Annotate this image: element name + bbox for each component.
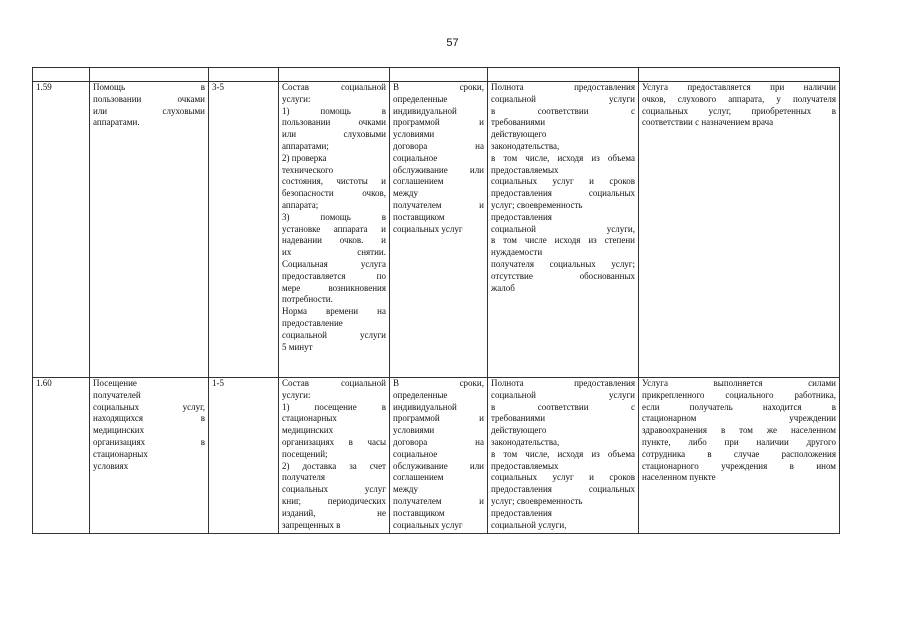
cell-text-line: находящихся в bbox=[93, 413, 205, 424]
cell-text-line: социальных услуг и сроков bbox=[491, 472, 635, 483]
cell-text-line: требованиями bbox=[491, 413, 546, 424]
service-content-cell bbox=[279, 82, 390, 378]
cell-text-line: предоставление bbox=[282, 317, 343, 328]
cell-text-line: поставщиком bbox=[393, 507, 445, 518]
service-quality-cell bbox=[488, 378, 639, 534]
table-row bbox=[33, 378, 840, 534]
cell-text-line: соглашением bbox=[393, 176, 444, 187]
cell-text-line: действующего bbox=[491, 129, 547, 140]
cell-text-line: очков, слухового аппарата, у получателя bbox=[642, 93, 836, 104]
cell-text-line: социальной услуги, bbox=[491, 519, 567, 530]
cell-text-line: аппаратами; bbox=[282, 140, 329, 151]
cell-text-line: медицинских bbox=[282, 425, 334, 436]
cell-text-line: программой и bbox=[393, 117, 484, 128]
cell-text-line: требованиями bbox=[491, 117, 546, 128]
cell-text-line: социальных услуг bbox=[393, 223, 463, 234]
cell-text-line: получателей bbox=[93, 389, 141, 400]
cell-text-line: Полнота предоставления bbox=[491, 82, 635, 92]
cell-text-line: определенные bbox=[393, 93, 448, 104]
cell-text-line: между bbox=[393, 188, 418, 199]
cell-text-line: предоставления bbox=[491, 211, 552, 222]
cell-text-line: предоставления социальных bbox=[491, 484, 635, 495]
cell-text-line: организациях в часы bbox=[282, 436, 386, 447]
service-name-cell bbox=[90, 378, 209, 534]
service-content-cell bbox=[279, 378, 390, 534]
cell-text-line: услуг; своевременность bbox=[491, 199, 583, 210]
cell-text-line: изданий, не bbox=[282, 507, 386, 518]
cell-text-line: состояния, чистоты и bbox=[282, 176, 386, 187]
cell-text-line: в том числе исходя из степени bbox=[491, 235, 635, 246]
cell-text-line: предоставляемых bbox=[491, 164, 559, 175]
service-code-cell bbox=[209, 378, 279, 534]
cell-text-line: жалоб bbox=[491, 282, 515, 293]
cell-text-line: услуги: bbox=[282, 389, 311, 400]
service-terms-cell bbox=[390, 82, 488, 378]
cell-text-line: социальное bbox=[393, 152, 438, 163]
cell-text-line: определенные bbox=[393, 389, 448, 400]
cell-text-line: Помощь в bbox=[93, 82, 205, 92]
cell-text-line: обслуживание или bbox=[393, 460, 484, 471]
cell-text-line: социальных услуг bbox=[282, 484, 386, 495]
cell-text-line: стационарных bbox=[282, 413, 337, 424]
cell-text-line: договора на bbox=[393, 436, 484, 447]
cell-text-line: в том числе, исходя из объема bbox=[491, 152, 635, 163]
cell-text-line: предоставления bbox=[491, 507, 552, 518]
cell-text-line: 2) проверка bbox=[282, 152, 327, 163]
cell-text-line: медицинских bbox=[93, 425, 145, 436]
cell-text-line: в соответствии с bbox=[491, 401, 635, 412]
service-code: 1-5 bbox=[212, 378, 224, 388]
cell-text-line: между bbox=[393, 484, 418, 495]
cell-text-line: Социальная услуга bbox=[282, 258, 386, 269]
cell-text-line: соответствии с назначением врача bbox=[642, 117, 774, 128]
cell-text-line: предоставляется по bbox=[282, 270, 386, 281]
cell-text-line: мере возникновения bbox=[282, 282, 386, 293]
cell-text-line: аппарата; bbox=[282, 199, 319, 210]
cell-text-line: если получатель находится в bbox=[642, 401, 836, 412]
cell-text-line: 5 минут bbox=[282, 341, 313, 352]
service-code-cell bbox=[209, 82, 279, 378]
service-code: 3-5 bbox=[212, 82, 224, 92]
row-number-cell bbox=[33, 82, 90, 378]
cell-text-line: стационарных bbox=[93, 448, 148, 459]
cell-text-line: надевании очков. и bbox=[282, 235, 386, 246]
cell-text-line: услуг; своевременность bbox=[491, 495, 583, 506]
cell-text-line: сотрудника в случае расположения bbox=[642, 448, 836, 459]
cell-text-line: аппаратами. bbox=[93, 117, 140, 128]
cell-text-line: 3) помощь в bbox=[282, 211, 386, 222]
cell-text-line: законодательства, bbox=[491, 140, 560, 151]
services-table bbox=[32, 67, 840, 534]
cell-text-line: индивидуальной bbox=[393, 105, 457, 116]
page-number: 57 bbox=[446, 37, 459, 49]
cell-text-line: Услуга выполняется силами bbox=[642, 378, 836, 388]
cell-text-line: книг, периодических bbox=[282, 495, 386, 506]
cell-text-line: условиями bbox=[393, 425, 435, 436]
cell-text-line: технического bbox=[282, 164, 334, 175]
cell-text-line: получателя социальных услуг; bbox=[491, 258, 635, 269]
cell-text-line: договора на bbox=[393, 140, 484, 151]
cell-text-line: или слуховыми bbox=[282, 129, 386, 140]
cell-text-line: потребности. bbox=[282, 294, 333, 305]
cell-text-line: Норма времени на bbox=[282, 306, 386, 317]
cell-text-line: поставщиком bbox=[393, 211, 445, 222]
cell-text-line: социальной услуги bbox=[491, 389, 635, 400]
cell-text-line: пункте, либо при наличии другого bbox=[642, 436, 836, 447]
cell-text-line: запрещенных в bbox=[282, 519, 341, 530]
row-number-cell bbox=[33, 378, 90, 534]
table-header-stub bbox=[33, 68, 840, 82]
cell-text-line: социальных услуг, bbox=[93, 401, 205, 412]
cell-text-line: предоставления социальных bbox=[491, 188, 635, 199]
cell-text-line: безопасности очков, bbox=[282, 188, 386, 199]
cell-text-line: прикрепленного социального работника, bbox=[642, 389, 836, 400]
cell-text-line: В сроки, bbox=[393, 378, 484, 388]
cell-text-line: 1) посещение в bbox=[282, 401, 386, 412]
cell-text-line: получателя bbox=[282, 472, 326, 483]
row-number: 1.60 bbox=[36, 378, 52, 388]
cell-text-line: пользовании очками bbox=[93, 93, 205, 104]
cell-text-line: Посещение bbox=[93, 378, 137, 388]
cell-text-line: установке аппарата и bbox=[282, 223, 386, 234]
cell-text-line: 2) доставка за счет bbox=[282, 460, 386, 471]
cell-text-line: законодательства, bbox=[491, 436, 560, 447]
cell-text-line: социальных услуг bbox=[393, 519, 463, 530]
cell-text-line: населенном пункте bbox=[642, 472, 716, 483]
service-quality-cell bbox=[488, 82, 639, 378]
cell-text-line: в соответствии с bbox=[491, 105, 635, 116]
cell-text-line: социальной услуги bbox=[282, 329, 386, 340]
row-number: 1.59 bbox=[36, 82, 52, 92]
cell-text-line: их снятии. bbox=[282, 247, 386, 258]
cell-text-line: здравоохранения в том же населенном bbox=[642, 425, 836, 436]
cell-text-line: 1) помощь в bbox=[282, 105, 386, 116]
cell-text-line: программой и bbox=[393, 413, 484, 424]
cell-text-line: Состав социальной bbox=[282, 82, 386, 92]
cell-text-line: социальной услуги bbox=[491, 93, 635, 104]
cell-text-line: Состав социальной bbox=[282, 378, 386, 388]
cell-text-line: условиях bbox=[93, 460, 129, 471]
table-row bbox=[33, 82, 840, 378]
cell-text-line: услуги: bbox=[282, 93, 311, 104]
cell-text-line: предоставляемых bbox=[491, 460, 559, 471]
service-conditions-cell bbox=[639, 82, 840, 378]
cell-text-line: Услуга предоставляется при наличии bbox=[642, 82, 836, 92]
cell-text-line: индивидуальной bbox=[393, 401, 457, 412]
cell-text-line: социальных услуг и сроков bbox=[491, 176, 635, 187]
cell-text-line: обслуживание или bbox=[393, 164, 484, 175]
cell-text-line: посещений; bbox=[282, 448, 328, 459]
cell-text-line: стационарного учреждения в ином bbox=[642, 460, 836, 471]
service-conditions-cell bbox=[639, 378, 840, 534]
cell-text-line: организациях в bbox=[93, 436, 205, 447]
service-name-cell bbox=[90, 82, 209, 378]
service-terms-cell bbox=[390, 378, 488, 534]
cell-text-line: соглашением bbox=[393, 472, 444, 483]
cell-text-line: социальное bbox=[393, 448, 438, 459]
cell-text-line: нуждаемости bbox=[491, 247, 543, 258]
cell-text-line: или слуховыми bbox=[93, 105, 205, 116]
cell-text-line: Полнота предоставления bbox=[491, 378, 635, 388]
cell-text-line: действующего bbox=[491, 425, 547, 436]
cell-text-line: стационарном учреждении bbox=[642, 413, 836, 424]
cell-text-line: получателем и bbox=[393, 199, 484, 210]
cell-text-line: отсутствие обоснованных bbox=[491, 270, 635, 281]
cell-text-line: получателем и bbox=[393, 495, 484, 506]
cell-text-line: в том числе, исходя из объема bbox=[491, 448, 635, 459]
cell-text-line: пользовании очками bbox=[282, 117, 386, 128]
cell-text-line: В сроки, bbox=[393, 82, 484, 92]
cell-text-line: условиями bbox=[393, 129, 435, 140]
cell-text-line: социальных услуг, приобретенных в bbox=[642, 105, 836, 116]
cell-text-line: социальной услуги, bbox=[491, 223, 635, 234]
